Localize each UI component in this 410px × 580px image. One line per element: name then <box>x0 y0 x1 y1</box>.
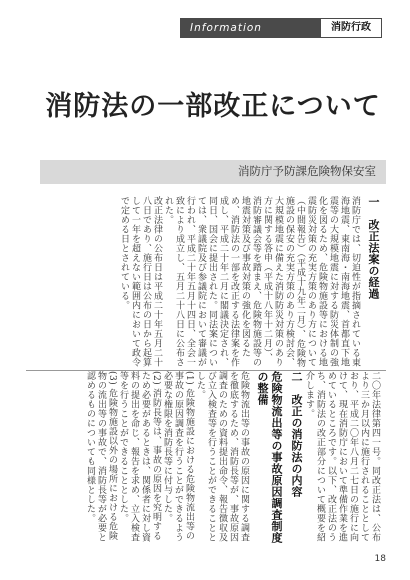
section1-paragraph: 消防庁では、切迫性が指摘されている東海地震、東南海・南海地震、首都直下地震等の大規模地震に対する防災体制の強化を図るため、危険物施設等における地震防災対策の充実方策のあり方について（中間報告）（平成十九年二月）、危険物施設の保安の充実方策のあり方検討会、大規模地震に備えた消防防災対策のあり方に関する答申（平成十八年十二月）、消防審議会等を踏まえ、危険物施設等の地震対策及び事故対策の強化を図るため、消防法の一部を改正する法律案を作成し、平成二十年二月に閣議決定され、同日、国会に提出された。同法案については、衆議院及び参議院において審議が行われ、平成二十年五月十四日、全会一致により成立し、五月二十八日に公布された。 <box>163 196 360 368</box>
author-label: 消防庁予防課危険物保安室 <box>238 164 376 178</box>
subsection-paragraph: 危険物流出等の事故の原因に関する調査を徹底するため、消防長等が、事故原因調査のための資料提出命令、報告徴収及び立入検査等を行うことができることとした。 <box>195 370 249 542</box>
bottom-column <box>26 371 386 545</box>
top-column <box>26 196 386 371</box>
section1-paragraph-2: 改正法律の公布日は平成二十年五月二十八日であり、施行日は公布の日から起算して一年を超えない範囲内において政令で定める日とされている。 <box>119 196 162 367</box>
author-bar <box>40 160 386 184</box>
header-category-label: 消防行政 <box>320 18 382 38</box>
section2-heading: 二 改正の消防法の内容 <box>290 370 303 497</box>
subsection-heading: 危険物流出等の事故原因調査制度の整備 <box>256 370 283 543</box>
article-body <box>26 196 386 544</box>
list-item: (1) 危険物施設における危険物流出等の事故の原因調査を行うことができるよう必要な権限を消防長等に付与した。 <box>162 370 194 542</box>
list-item: (2) 消防長等は、事故の原因を究明するため必要があるときは、関係者に対し資料の提出を命じ、報告を求め、立入検査等を行うことができることとした。 <box>118 370 161 542</box>
intro-paragraph: 二〇年法律第四一号。同改正法は、公布より三か月以内に施行されることとしており、平成二〇年八月二七日の施行に向けて、現在消防庁において準備作業を進めているところです。以下、改正法のうち、消防法の改正部分について概要を紹介します。 <box>304 370 380 542</box>
page-number: 18 <box>374 554 386 564</box>
page-header <box>180 18 382 38</box>
header-section-label: Information <box>180 18 320 38</box>
section1-heading: 一 改正法案の経過 <box>367 196 380 300</box>
list-item: (3) 危険物施設以外の場所における危険物の流出等の事故で、消防長等が必要と認めるものについても同様とした。 <box>85 370 117 542</box>
page-title: 消防法の一部改正について <box>45 91 381 122</box>
